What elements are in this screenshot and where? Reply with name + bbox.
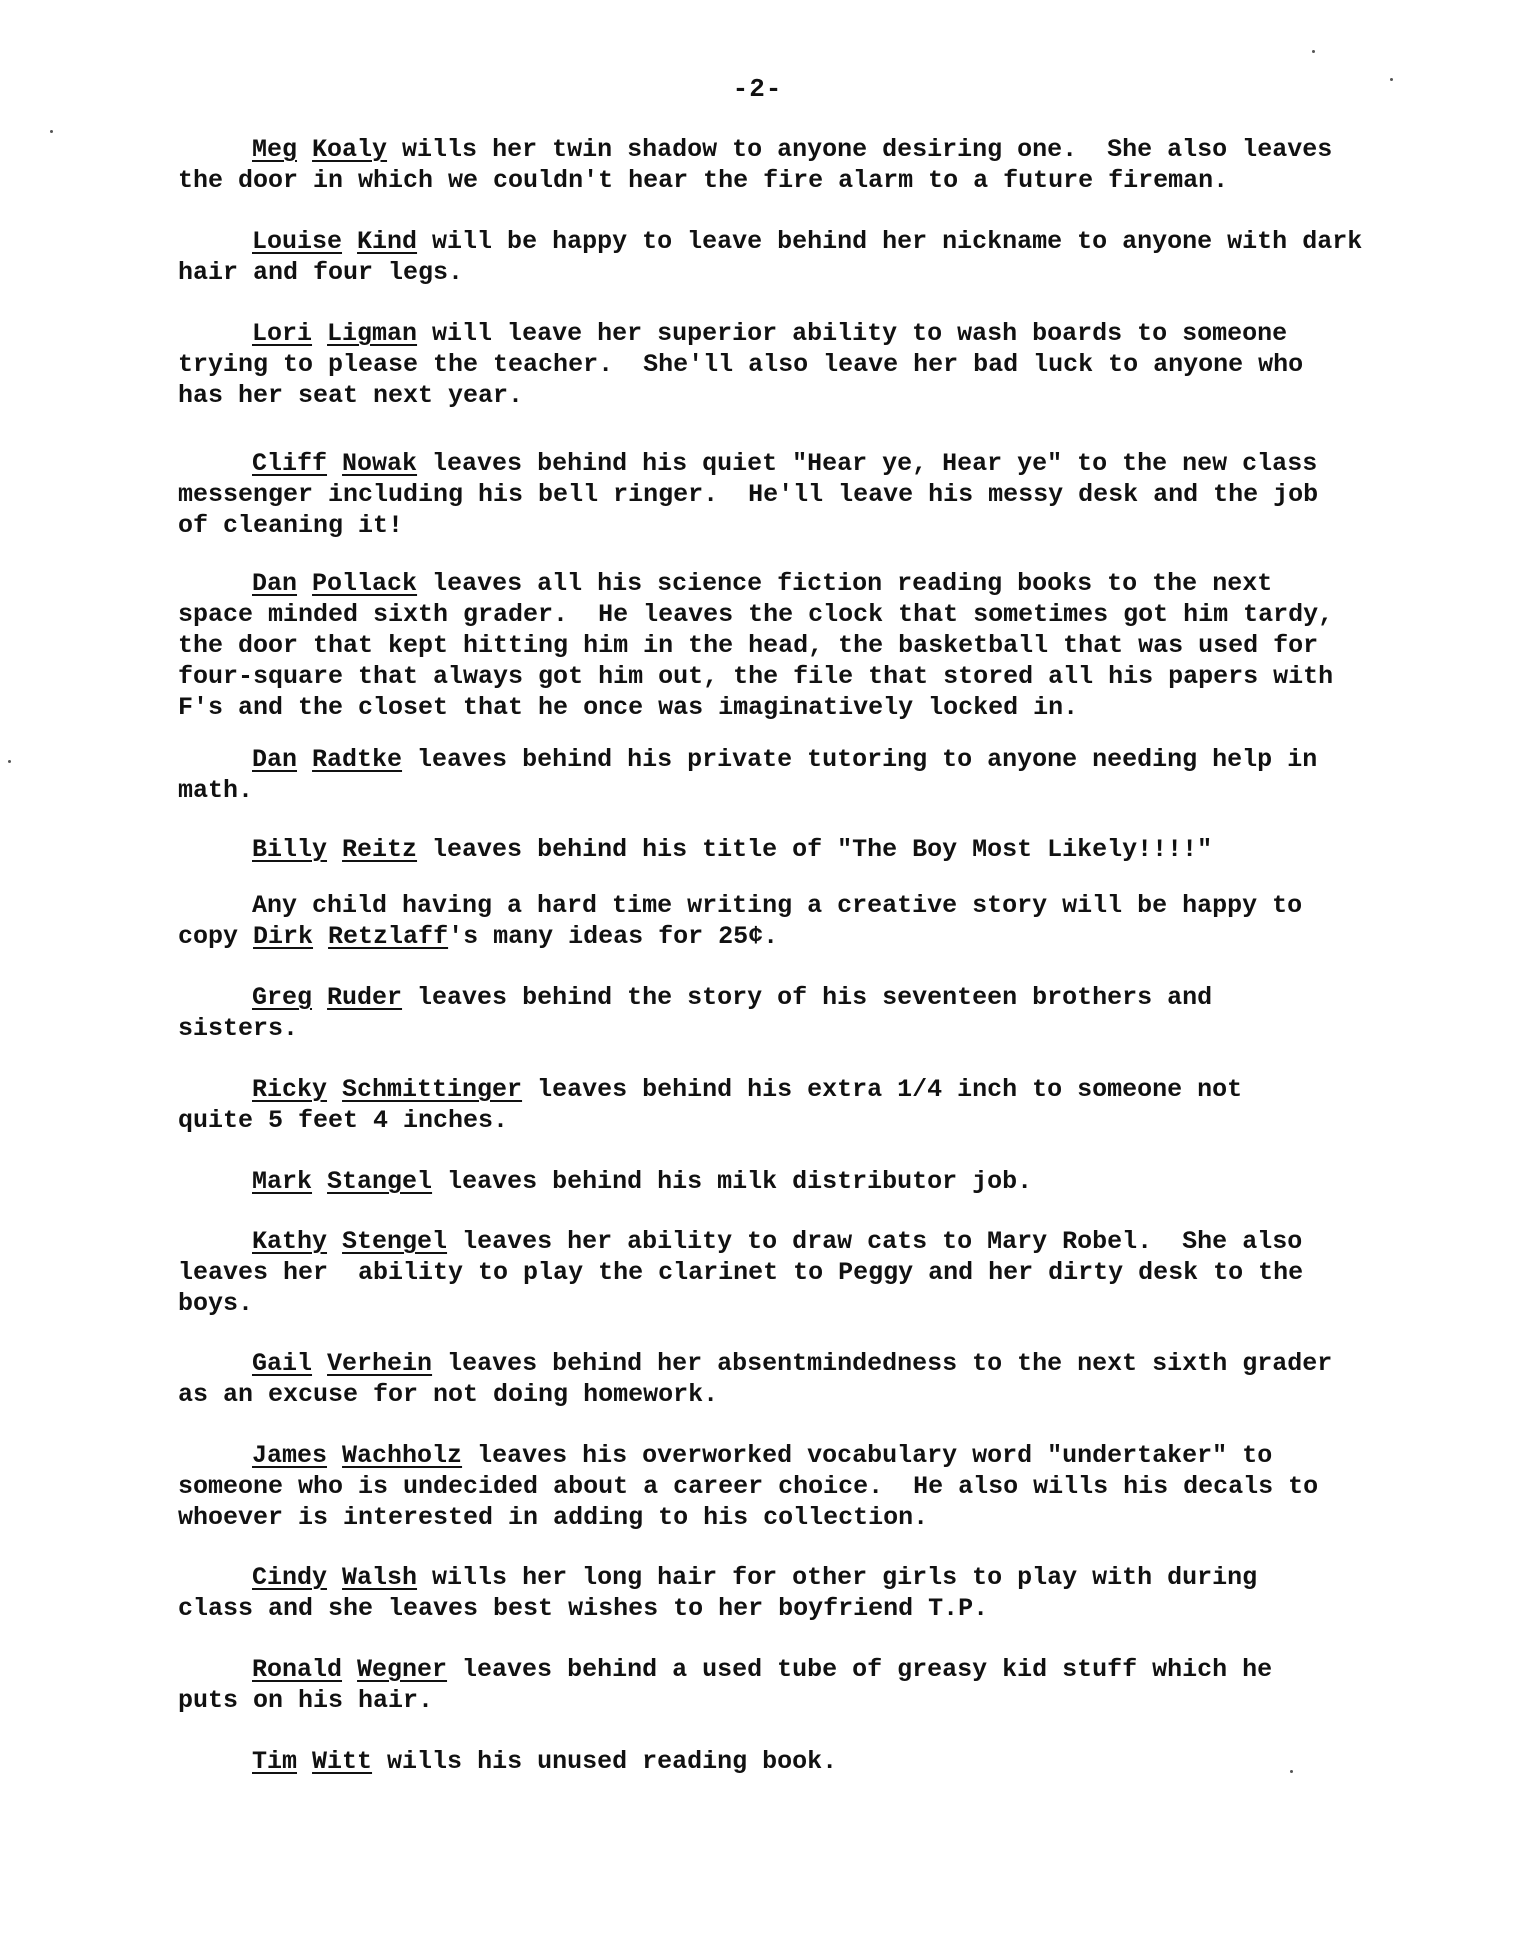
entry-line [178,692,1378,723]
entry-text: will be happy to leave behind her nickname to anyone with dark [417,227,1363,256]
will-entry [178,982,1378,1044]
entry-text: leaves behind his extra 1/4 inch to someone not [522,1075,1243,1104]
entry-text [342,1655,357,1684]
entry-text: leaves behind the story of his seventeen brothers and [402,983,1213,1012]
entry-text: leaves all his science fiction reading books to the next [417,569,1273,598]
entry-text: boys. [178,1289,254,1318]
entry-line [178,134,1378,165]
entry-line [178,1013,1378,1044]
entry-line [178,744,1378,775]
first-name: Mark [252,1167,313,1196]
scan-speck [1312,50,1315,53]
last-name: Wegner [357,1655,448,1684]
first-name: James [252,1441,328,1470]
entry-text [312,1349,327,1378]
entry-text: F's and the closet that he once was imaginatively locked in. [178,693,1079,722]
entry-line [178,1074,1378,1105]
first-name: Billy [252,835,328,864]
entry-text: quite 5 feet 4 inches. [178,1106,509,1135]
entry-text: leaves behind his quiet "Hear ye, Hear ye" to the new class [417,449,1318,478]
will-entry [178,1074,1378,1136]
entry-text: will leave her superior ability to wash boards to someone [417,319,1288,348]
first-name: Kathy [252,1227,328,1256]
entry-line [178,257,1378,288]
entry-line [178,1105,1378,1136]
first-name: Louise [252,227,343,256]
will-entry [178,1226,1378,1319]
entry-line [178,1746,1378,1777]
entry-line [178,1226,1378,1257]
will-entry [178,318,1378,411]
last-name: Ruder [327,983,403,1012]
entry-text: leaves behind a used tube of greasy kid stuff which he [447,1655,1273,1684]
entry-line [178,479,1378,510]
will-entry [178,1166,1378,1197]
entry-line [178,380,1378,411]
page-number: -2- [732,74,783,104]
scan-speck [50,130,53,133]
entry-line [178,1593,1378,1624]
last-name: Ligman [327,319,418,348]
entry-text: messenger including his bell ringer. He'll leave his messy desk and the job [178,480,1319,509]
first-name: Ronald [252,1655,343,1684]
entry-text: the door that kept hitting him in the head, the basketball that was used for [178,631,1319,660]
entry-text [312,319,327,348]
last-name: Reitz [342,835,418,864]
will-entry [178,834,1378,865]
will-entry [178,1562,1378,1624]
last-name: Koaly [312,135,388,164]
entry-text: space minded sixth grader. He leaves the clock that sometimes got him tardy, [178,600,1334,629]
entry-line [178,599,1378,630]
first-name: Tim [252,1747,298,1776]
entry-line [178,1379,1378,1410]
entry-line [178,982,1378,1013]
entry-line [178,1288,1378,1319]
entry-text: someone who is undecided about a career choice. He also wills his decals to [178,1472,1319,1501]
will-entry [178,448,1378,541]
entry-text: leaves her ability to play the clarinet to Peggy and her dirty desk to the [178,1258,1304,1287]
scan-speck [1290,1770,1293,1773]
entry-text: leaves his overworked vocabulary word "undertaker" to [462,1441,1273,1470]
first-name: Ricky [252,1075,328,1104]
first-name: Dirk [253,922,314,951]
entry-line [178,1562,1378,1593]
entry-line [178,834,1378,865]
entry-text: wills her twin shadow to anyone desiring one. She also leaves [387,135,1333,164]
last-name: Stengel [342,1227,448,1256]
last-name: Verhein [327,1349,433,1378]
entry-text [297,569,312,598]
entry-line [178,1502,1378,1533]
will-entry [178,890,1378,952]
will-entry [178,134,1378,196]
entry-line [178,226,1378,257]
entry-line [178,318,1378,349]
entry-text [312,1167,327,1196]
entry-line [178,1471,1378,1502]
entry-text: leaves her ability to draw cats to Mary Robel. She also [447,1227,1303,1256]
will-entry [178,744,1378,806]
last-name: Walsh [342,1563,418,1592]
entry-text: leaves behind her absentmindedness to the next sixth grader [432,1349,1333,1378]
will-entry [178,1654,1378,1716]
entry-line [178,448,1378,479]
will-entry [178,1348,1378,1410]
entry-text [327,449,342,478]
last-name: Kind [357,227,418,256]
entry-line [178,890,1378,921]
first-name: Dan [252,569,298,598]
entry-text [327,1227,342,1256]
entry-line [178,1440,1378,1471]
first-name: Lori [252,319,313,348]
entry-text: has her seat next year. [178,381,524,410]
first-name: Cliff [252,449,328,478]
entry-line [178,630,1378,661]
entry-text: wills his unused reading book. [372,1747,838,1776]
entry-text: math. [178,776,254,805]
scan-speck [1390,78,1393,81]
entry-text: copy [178,922,254,951]
will-entry [178,1746,1378,1777]
last-name: Radtke [312,745,403,774]
entry-text [297,745,312,774]
will-entry [178,1440,1378,1533]
entry-line [178,921,1378,952]
entry-text [327,1075,342,1104]
entry-line [178,1654,1378,1685]
last-name: Retzlaff [328,922,449,951]
entry-text [297,1747,312,1776]
entry-text: hair and four legs. [178,258,464,287]
first-name: Meg [252,135,298,164]
entry-line [178,165,1378,196]
entry-text: four-square that always got him out, the file that stored all his papers with [178,662,1334,691]
first-name: Greg [252,983,313,1012]
entry-text [313,922,328,951]
entry-text: puts on his hair. [178,1686,434,1715]
will-entry [178,568,1378,723]
entry-text: sisters. [178,1014,299,1043]
scan-speck [8,760,11,763]
entry-text: as an excuse for not doing homework. [178,1380,719,1409]
last-name: Stangel [327,1167,433,1196]
entry-text [327,835,342,864]
entry-text: trying to please the teacher. She'll also leave her bad luck to anyone who [178,350,1304,379]
last-name: Pollack [312,569,418,598]
entry-text [342,227,357,256]
entry-line [178,1257,1378,1288]
entry-text: wills her long hair for other girls to play with during [417,1563,1258,1592]
first-name: Dan [252,745,298,774]
entry-line [178,775,1378,806]
will-entry [178,226,1378,288]
entry-line [178,661,1378,692]
last-name: Wachholz [342,1441,463,1470]
last-name: Nowak [342,449,418,478]
entry-text: Any child having a hard time writing a creative story will be happy to [252,891,1303,920]
entry-text: leaves behind his private tutoring to anyone needing help in [402,745,1318,774]
entry-text [327,1563,342,1592]
entry-text: whoever is interested in adding to his collection. [178,1503,929,1532]
entry-text: leaves behind his milk distributor job. [432,1167,1033,1196]
last-name: Witt [312,1747,373,1776]
entry-text: of cleaning it! [178,511,404,540]
first-name: Gail [252,1349,313,1378]
entry-line [178,568,1378,599]
entry-line [178,1166,1378,1197]
entry-text: leaves behind his title of "The Boy Most Likely!!!!" [417,835,1213,864]
entry-line [178,1348,1378,1379]
entry-text: 's many ideas for 25¢. [448,922,779,951]
entry-text [312,983,327,1012]
entry-line [178,510,1378,541]
first-name: Cindy [252,1563,328,1592]
last-name: Schmittinger [342,1075,523,1104]
entry-text: the door in which we couldn't hear the fire alarm to a future fireman. [178,166,1229,195]
entry-text [297,135,312,164]
entry-text: class and she leaves best wishes to her boyfriend T.P. [178,1594,989,1623]
entry-line [178,349,1378,380]
entry-text [327,1441,342,1470]
entry-line [178,1685,1378,1716]
